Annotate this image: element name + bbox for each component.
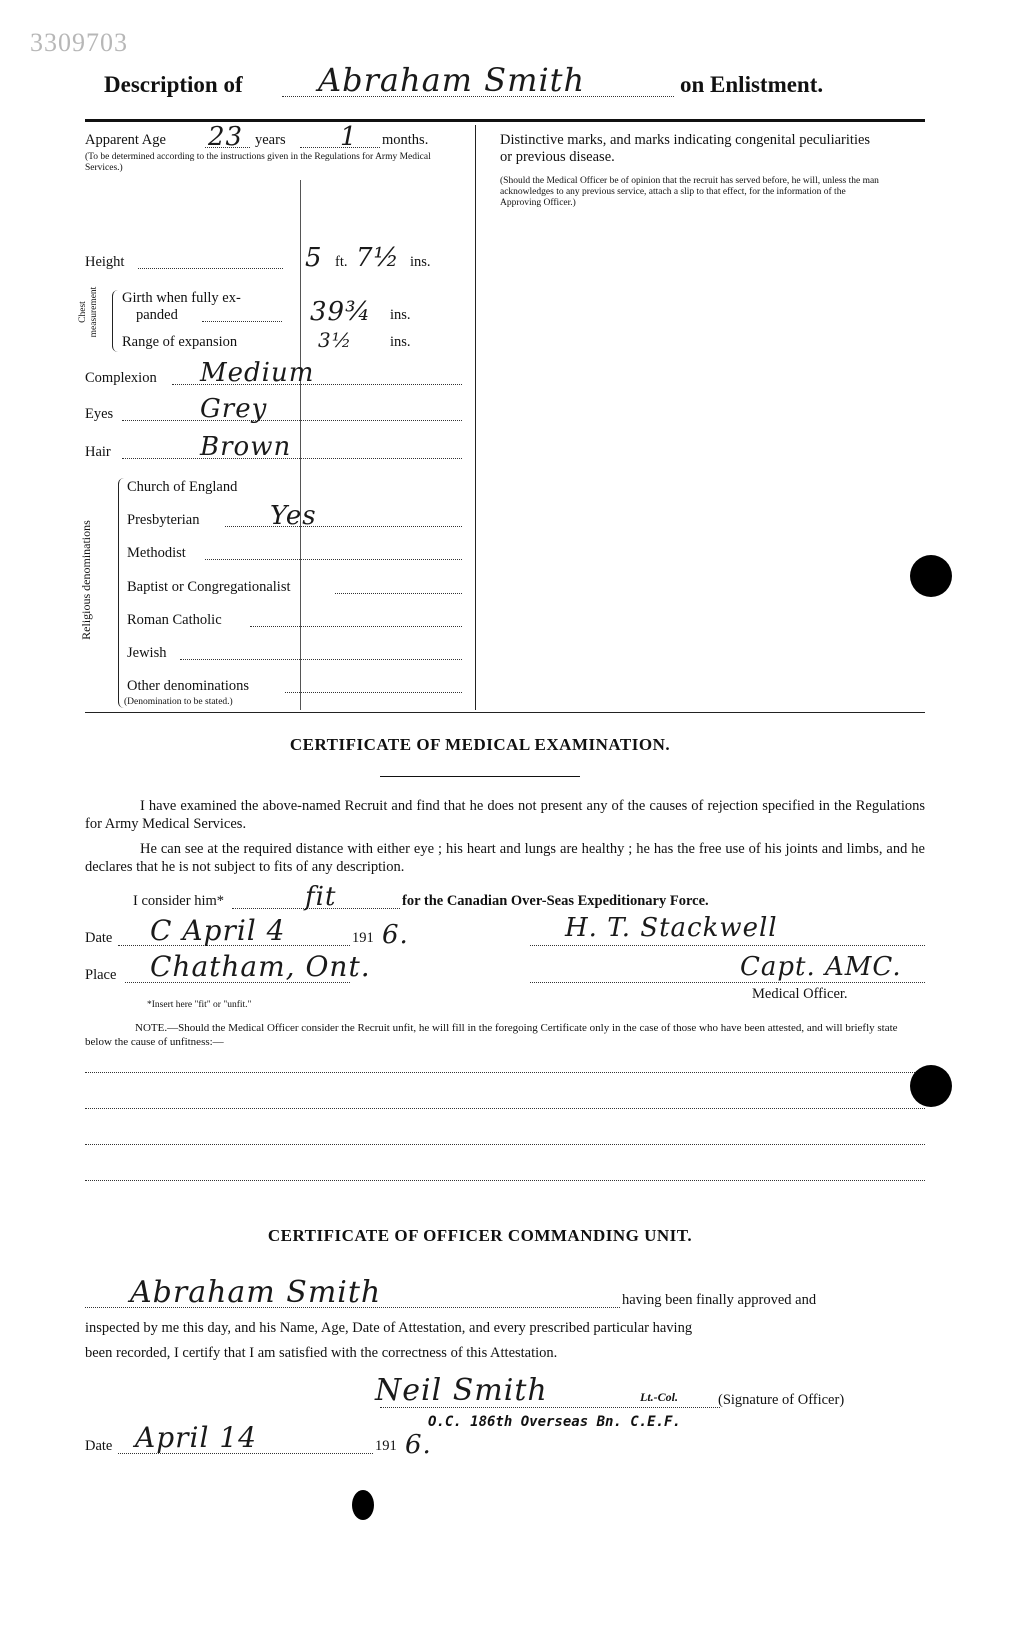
unfitness-line: [85, 1180, 925, 1181]
signature-of-officer-label: (Signature of Officer): [718, 1392, 845, 1408]
unfitness-line: [85, 1108, 925, 1109]
religion-brace: [118, 478, 127, 708]
year-suffix: 6.: [382, 920, 409, 950]
medical-para-2: He can see at the required distance with either eye ; his heart and lungs are healthy ; he has the free use of his joints and limbs, and he declares that he is not subject to fits of any description.: [85, 841, 925, 875]
commanding-heading: CERTIFICATE OF OFFICER COMMANDING UNIT.: [267, 1226, 693, 1245]
year-suffix: 6.: [405, 1430, 432, 1460]
eyes-value: Grey: [200, 394, 268, 424]
unit-stamp: O.C. 186th Overseas Bn. C.E.F.: [428, 1414, 681, 1430]
place-value: Chatham, Ont.: [150, 950, 371, 983]
ink-blot: [352, 1490, 374, 1520]
commanding-date-value: April 14: [135, 1421, 257, 1454]
complexion-label: Complexion: [85, 370, 157, 386]
medical-date-label: Date: [85, 930, 113, 946]
chest-label: Chest measurement: [78, 286, 99, 338]
year-prefix: 191: [352, 930, 374, 946]
unfit-note: NOTE.—Should the Medical Officer consider the Recruit unfit, he will fill in the foregoing Certificate only in the case of those who have been attested, and will briefly state below the cause of unfitness:—: [85, 1022, 898, 1048]
punch-hole: [910, 1065, 952, 1107]
commanding-name-value: Abraham Smith: [130, 1275, 382, 1310]
ins-label: ins.: [390, 307, 411, 323]
ft-label: ft.: [335, 254, 348, 270]
place-label: Place: [85, 967, 117, 983]
commanding-officer-rank: Lt.-Col.: [640, 1390, 678, 1404]
girth-label-2: panded: [136, 307, 178, 323]
punch-hole: [910, 555, 952, 597]
inner-divider: [300, 180, 301, 710]
fit-value: fit: [305, 882, 337, 912]
commanding-date-label: Date: [85, 1438, 113, 1454]
age-years: 23: [208, 122, 244, 152]
months-label: months.: [382, 132, 429, 148]
religion-roman-catholic: Roman Catholic: [127, 612, 222, 628]
commanding-text-3: been recorded, I certify that I am satisfied with the correctness of this Attestation.: [85, 1345, 558, 1361]
height-inches: 7½: [356, 243, 400, 273]
regimental-number-stamp: 3309703: [30, 28, 128, 57]
religion-methodist: Methodist: [127, 545, 186, 561]
hair-label: Hair: [85, 444, 111, 460]
presbyterian-value: Yes: [270, 501, 317, 531]
consider-label: I consider him*: [133, 893, 225, 909]
age-months: 1: [340, 122, 358, 152]
medical-officer-label: Medical Officer.: [752, 986, 848, 1002]
medical-officer-rank: Capt. AMC.: [740, 952, 902, 982]
force-label: for the Canadian Over-Seas Expeditionary Force.: [402, 893, 709, 909]
unfitness-line: [85, 1144, 925, 1145]
column-divider: [475, 125, 476, 710]
commanding-officer-signature: Neil Smith: [375, 1373, 548, 1408]
medical-date-value: C April 4: [150, 914, 286, 947]
medical-heading: CERTIFICATE OF MEDICAL EXAMINATION.: [289, 735, 671, 754]
years-label: years: [255, 132, 286, 148]
hair-value: Brown: [200, 432, 292, 462]
girth-value: 39¾: [310, 297, 372, 327]
religion-jewish: Jewish: [127, 645, 167, 661]
commanding-text-2: inspected by me this day, and his Name, Age, Date of Attestation, and every prescribed particular having: [85, 1320, 693, 1336]
religion-label: Religious denominations: [79, 520, 93, 640]
insert-note: *Insert here "fit" or "unfit.": [147, 1000, 252, 1010]
eyes-label: Eyes: [85, 406, 114, 422]
distinctive-marks-note: (Should the Medical Officer be of opinion that the recruit has served before, he will, unless the man acknowledges to any previous service, attach a slip to that effect, for the information of the Approving Officer.): [500, 176, 879, 208]
chest-brace: [112, 290, 121, 352]
medical-officer-signature: H. T. Stackwell: [565, 913, 778, 943]
unfitness-line: [85, 1072, 925, 1073]
range-value: 3½: [318, 328, 353, 352]
religion-presbyterian: Presbyterian: [127, 512, 200, 528]
religion-baptist: Baptist or Congregationalist: [127, 579, 291, 595]
age-note: (To be determined according to the instructions given in the Regulations for Army Medical Services.): [85, 152, 431, 173]
title-suffix: on Enlistment.: [680, 72, 824, 97]
height-label: Height: [85, 254, 125, 270]
ins-label: ins.: [410, 254, 431, 270]
year-prefix: 191: [375, 1438, 397, 1454]
title-prefix: Description of: [104, 72, 243, 97]
heading-rule: [380, 776, 580, 777]
complexion-value: Medium: [200, 358, 315, 388]
recruit-name: Abraham Smith: [318, 61, 586, 99]
religion-other: Other denominations: [127, 678, 250, 694]
height-feet: 5: [305, 243, 323, 273]
ins-label: ins.: [390, 334, 411, 350]
distinctive-marks-heading: Distinctive marks, and marks indicating congenital peculiarities or previous disease.: [500, 132, 871, 165]
girth-label: Girth when fully ex-: [122, 290, 241, 306]
medical-para-1: I have examined the above-named Recruit and find that he does not present any of the causes of rejection specified in the Regulations for Army Medical Services.: [85, 798, 925, 832]
denomination-note: (Denomination to be stated.): [124, 697, 233, 707]
commanding-text-1: having been finally approved and: [622, 1292, 817, 1308]
religion-church-of-england: Church of England: [127, 479, 238, 495]
section-rule: [85, 712, 925, 713]
range-label: Range of expansion: [122, 334, 238, 350]
age-label: Apparent Age: [85, 132, 166, 148]
